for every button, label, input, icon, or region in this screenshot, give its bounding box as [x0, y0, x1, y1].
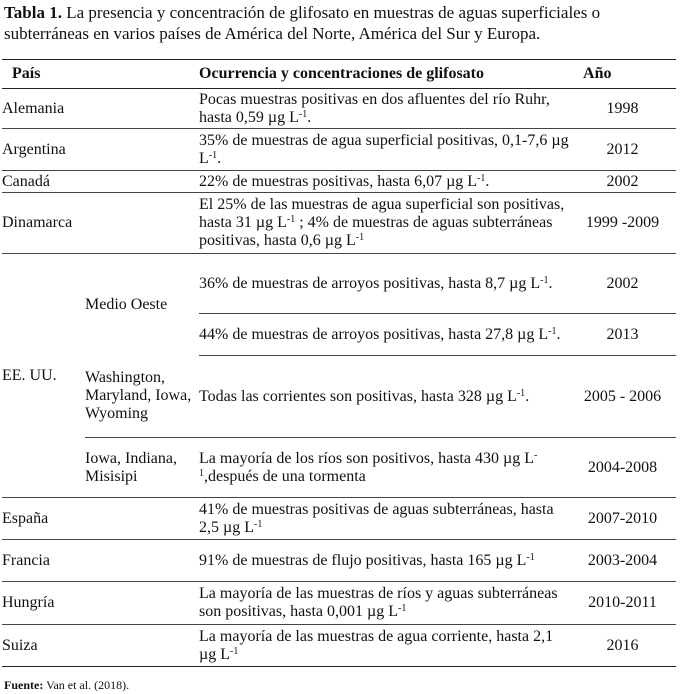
table-row: [2, 582, 676, 625]
country-cell: Suiza: [2, 625, 199, 667]
occurrence-cell: Pocas muestras positivas en dos afluentes del río Ruhr, hasta 0,59 µg $L^{-1}$.: [199, 89, 569, 129]
table-row: [2, 254, 676, 314]
occurrence-cell: 41% de muestras positivas de aguas subterráneas, hasta 2,5 µg $L^{-1}$: [199, 498, 569, 540]
footnote-label: Fuente:: [4, 678, 44, 692]
table-footnote: [4, 678, 129, 693]
occurrence-cell: 36% de muestras de arroyos positivas, hasta 8,7 µg $L^{-1}$.: [199, 254, 569, 314]
occurrence-cell: La mayoría de las muestras de ríos y aguas subterráneas son positivas, hasta 0,001 µg $L^{-1}$: [199, 582, 569, 625]
header-country: País: [2, 60, 199, 89]
year-cell: 2005 - 2006: [569, 356, 676, 438]
year-cell: 2003-2004: [569, 540, 676, 582]
year-cell: 2007-2010: [569, 498, 676, 540]
occurrence-cell: La mayoría de los ríos son positivos, hasta 430 µg $L^{-1},después$ de una tormenta: [199, 438, 569, 498]
caption-text: La presencia y concentración de glifosato en muestras de aguas superficiales o subterráneas en varios países de América del Norte, América del Sur y Europa.: [4, 3, 601, 43]
year-cell: 2002: [569, 171, 676, 193]
table-header-row: [2, 60, 676, 89]
table-row: [2, 193, 676, 254]
country-cell: Argentina: [2, 129, 199, 171]
table-row: [2, 171, 676, 193]
table-row: [2, 356, 676, 438]
year-cell: 1999 -2009: [569, 193, 676, 254]
year-cell: 2010-2011: [569, 582, 676, 625]
country-cell: Canadá: [2, 171, 199, 193]
country-cell: Francia: [2, 540, 199, 582]
subregion-cell: Iowa, Indiana, Misisipi: [85, 438, 199, 498]
glyphosate-table: [2, 59, 676, 667]
occurrence-cell: 35% de muestras de agua superficial positivas, 0,1-7,6 µg $L^{-1}$.: [199, 129, 569, 171]
table-row: [2, 438, 676, 498]
subregion-cell: Medio Oeste: [85, 295, 168, 313]
year-cell: 2016: [569, 625, 676, 667]
occurrence-cell: 44% de muestras de arroyos positivas, hasta 27,8 µg $L^{-1}$.: [199, 314, 569, 356]
year-cell: 2012: [569, 129, 676, 171]
table-row: [2, 129, 676, 171]
table-row: [2, 540, 676, 582]
table-row: [2, 625, 676, 667]
occurrence-cell: Todas las corrientes son positivas, hasta 328 µg $L^{-1}$.: [199, 356, 569, 438]
subregion-cell: Washington, Maryland, Iowa, Wyoming: [85, 356, 199, 438]
occurrence-cell: El 25% de las muestras de agua superficial son positivas, hasta 31 µg $L^{-1}$ ; 4% de muestras de aguas subterráneas positivas, hasta 0,6 µg $L^{-1}$: [199, 193, 569, 254]
country-cell: Dinamarca: [2, 193, 199, 254]
occurrence-cell: 22% de muestras positivas, hasta 6,07 µg $L^{-1}$.: [199, 171, 569, 193]
table-row: [2, 89, 676, 129]
country-cell: España: [2, 498, 199, 540]
caption-label: Tabla 1.: [4, 3, 62, 22]
occurrence-cell: 91% de muestras de flujo positivas, hasta 165 µg $L^{-1}$: [199, 540, 569, 582]
table-row: [2, 498, 676, 540]
country-cell: Hungría: [2, 582, 199, 625]
country-cell: Alemania: [2, 89, 199, 129]
year-cell: 2002: [569, 254, 676, 314]
year-cell: 1998: [569, 89, 676, 129]
year-cell: 2013: [569, 314, 676, 356]
header-year: Año: [569, 60, 676, 89]
footnote-text: Van et al. (2018).: [43, 678, 130, 692]
occurrence-cell: La mayoría de las muestras de agua corriente, hasta 2,1 µg $L^{-1}$: [199, 625, 569, 667]
year-cell: 2004-2008: [569, 438, 676, 498]
header-occurrence: Ocurrencia y concentraciones de glifosato: [199, 60, 569, 89]
table-caption: [4, 2, 676, 44]
country-cell: EE. UU.: [2, 254, 85, 498]
